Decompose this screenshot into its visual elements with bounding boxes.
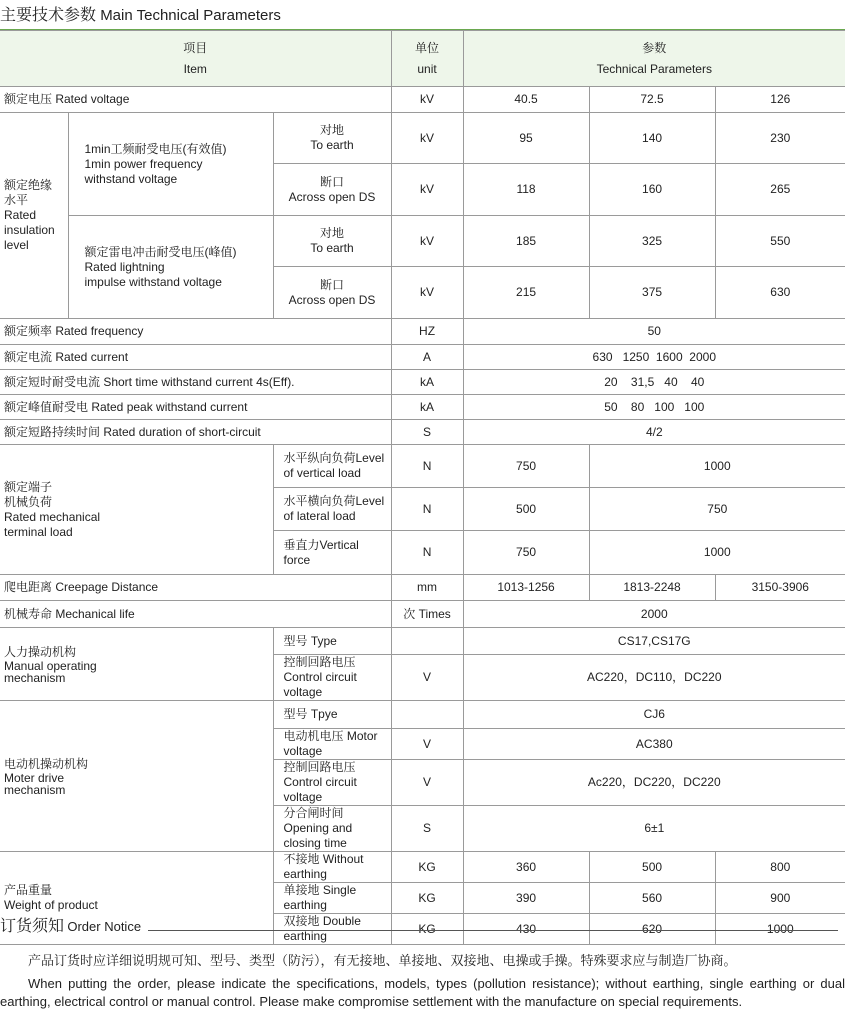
row-unit: kV	[391, 87, 463, 113]
value-cell: 1000	[589, 445, 845, 488]
header-item: 项目 Item	[0, 31, 391, 87]
motor-group-label: 电动机操动机构 Moter drive mechanism	[0, 701, 273, 852]
value-cell: 750	[589, 488, 845, 531]
across-open-label: 断口 Across open DS	[273, 164, 391, 216]
value-cell: 4/2	[463, 420, 845, 445]
title-zh: 主要技术参数	[0, 7, 97, 24]
row-unit: S	[391, 806, 463, 852]
row-unit: N	[391, 445, 463, 488]
row-unit: KG	[391, 852, 463, 883]
to-earth-label: 对地 To earth	[273, 113, 391, 164]
power-frequency-label: 1min工频耐受电压(有效值) 1min power frequency withstand voltage	[68, 113, 273, 216]
value-cell: 1813-2248	[589, 575, 715, 601]
value-cell: 390	[463, 883, 589, 914]
value-cell: 6±1	[463, 806, 845, 852]
row-unit: mm	[391, 575, 463, 601]
title-en: Main Technical Parameters	[100, 7, 281, 24]
notice-paragraph-zh: 产品订货时应详细说明规可知、型号、类型（防污），有无接地、单接地、双接地、电操或手操。特殊要求应与制造厂协商。	[28, 953, 737, 968]
table-row	[0, 345, 845, 370]
row-unit: kA	[391, 370, 463, 395]
manual-group-label: 人力操动机构 Manual operating mechanism	[0, 628, 273, 701]
parameters-table	[0, 30, 845, 945]
row-unit: kV	[391, 164, 463, 216]
row-label: 额定电流 Rated current	[0, 345, 391, 370]
row-label: 型号 Tpye	[273, 701, 391, 729]
table-row	[0, 370, 845, 395]
value-cell: 360	[463, 852, 589, 883]
row-label: 机械寿命 Mechanical life	[0, 601, 391, 628]
value-cell: 620	[589, 914, 715, 945]
value-cell: 72.5	[589, 87, 715, 113]
insulation-group-label: 额定绝缘 水平 Rated insulation level	[0, 113, 68, 319]
value-cell: 20 31,5 40 40	[463, 370, 845, 395]
value-cell: 215	[463, 267, 589, 319]
value-cell: 95	[463, 113, 589, 164]
row-label: 水平纵向负荷Level of vertical load	[273, 445, 391, 488]
value-cell: 126	[715, 87, 845, 113]
notice-title-en: Order Notice	[67, 919, 142, 934]
row-unit	[391, 701, 463, 729]
value-cell: 375	[589, 267, 715, 319]
value-cell: 50 80 100 100	[463, 395, 845, 420]
table-row	[0, 628, 845, 655]
row-label: 水平横向负荷Level of lateral load	[273, 488, 391, 531]
table-row	[0, 319, 845, 345]
row-label: 额定短时耐受电流 Short time withstand current 4s(Eff).	[0, 370, 391, 395]
value-cell: 750	[463, 445, 589, 488]
row-unit: kV	[391, 113, 463, 164]
row-label: 额定频率 Rated frequency	[0, 319, 391, 345]
table-row	[0, 852, 845, 883]
table-row	[0, 87, 845, 113]
value-cell: 750	[463, 531, 589, 575]
table-row	[0, 601, 845, 628]
row-unit	[391, 628, 463, 655]
table-row	[0, 575, 845, 601]
lightning-impulse-label: 额定雷电冲击耐受电压(峰值) Rated lightning impulse withstand voltage	[68, 216, 273, 319]
row-label: 双接地 Double earthing	[273, 914, 391, 945]
value-cell: 800	[715, 852, 845, 883]
table-row	[0, 113, 845, 164]
value-cell: 1000	[715, 914, 845, 945]
value-cell: CS17,CS17G	[463, 628, 845, 655]
row-unit: kV	[391, 216, 463, 267]
value-cell: AC220，DC110，DC220	[463, 655, 845, 701]
table-row	[0, 395, 845, 420]
value-cell: 160	[589, 164, 715, 216]
value-cell: 500	[463, 488, 589, 531]
row-unit: N	[391, 488, 463, 531]
value-cell: 560	[589, 883, 715, 914]
row-label: 控制回路电压 Control circuit voltage	[273, 655, 391, 701]
row-unit: V	[391, 729, 463, 760]
row-label: 额定短路持续时间 Rated duration of short-circuit	[0, 420, 391, 445]
value-cell: 325	[589, 216, 715, 267]
row-label: 型号 Type	[273, 628, 391, 655]
row-label: 额定电压 Rated voltage	[0, 87, 391, 113]
page-title	[0, 2, 281, 25]
row-unit: N	[391, 531, 463, 575]
value-cell: 185	[463, 216, 589, 267]
row-label: 垂直力Vertical force	[273, 531, 391, 575]
value-cell: 550	[715, 216, 845, 267]
value-cell: 500	[589, 852, 715, 883]
value-cell: CJ6	[463, 701, 845, 729]
notice-title-zh: 订货须知	[0, 918, 65, 935]
to-earth-label: 对地 To earth	[273, 216, 391, 267]
value-cell: 118	[463, 164, 589, 216]
row-unit: V	[391, 655, 463, 701]
table-row	[0, 701, 845, 729]
notice-underline	[148, 930, 838, 931]
value-cell: 230	[715, 113, 845, 164]
terminal-group-label: 额定端子 机械负荷 Rated mechanical terminal load	[0, 445, 273, 575]
row-unit: kA	[391, 395, 463, 420]
header-row	[0, 31, 845, 87]
row-unit: HZ	[391, 319, 463, 345]
value-cell: 1000	[589, 531, 845, 575]
row-label: 单接地 Single earthing	[273, 883, 391, 914]
value-cell: 1013-1256	[463, 575, 589, 601]
weight-group-label: 产品重量 Weight of product	[0, 852, 273, 945]
row-unit: 次 Times	[391, 601, 463, 628]
value-cell: 630	[715, 267, 845, 319]
row-label: 不接地 Without earthing	[273, 852, 391, 883]
value-cell: 140	[589, 113, 715, 164]
value-cell: 265	[715, 164, 845, 216]
row-unit: KG	[391, 914, 463, 945]
value-cell: 3150-3906	[715, 575, 845, 601]
value-cell: 430	[463, 914, 589, 945]
value-cell: AC380	[463, 729, 845, 760]
value-cell: 2000	[463, 601, 845, 628]
value-cell: 50	[463, 319, 845, 345]
value-cell: 40.5	[463, 87, 589, 113]
table-row	[0, 420, 845, 445]
row-unit: S	[391, 420, 463, 445]
row-label: 控制回路电压 Control circuit voltage	[273, 760, 391, 806]
value-cell: Ac220，DC220，DC220	[463, 760, 845, 806]
row-unit: kV	[391, 267, 463, 319]
order-notice-heading	[0, 913, 838, 936]
value-cell: 900	[715, 883, 845, 914]
row-unit: V	[391, 760, 463, 806]
row-label: 电动机电压 Motor voltage	[273, 729, 391, 760]
header-params: 参数 Technical Parameters	[463, 31, 845, 87]
row-unit: KG	[391, 883, 463, 914]
table-row	[0, 216, 845, 267]
row-label: 额定峰值耐受电 Rated peak withstand current	[0, 395, 391, 420]
table-row	[0, 445, 845, 488]
across-open-label: 断口 Across open DS	[273, 267, 391, 319]
value-cell: 630 1250 1600 2000	[463, 345, 845, 370]
notice-paragraph-en: When putting the order, please indicate the specifications, models, types (pollution resistance); without earthing, single earthing or dual earthing, electrical control or manual control. Please make compromise settlement with the manufacture on special requirements.	[0, 976, 845, 1009]
row-label: 爬电距离 Creepage Distance	[0, 575, 391, 601]
row-unit: A	[391, 345, 463, 370]
row-label: 分合闸时间 Opening and closing time	[273, 806, 391, 852]
header-unit: 单位 unit	[391, 31, 463, 87]
